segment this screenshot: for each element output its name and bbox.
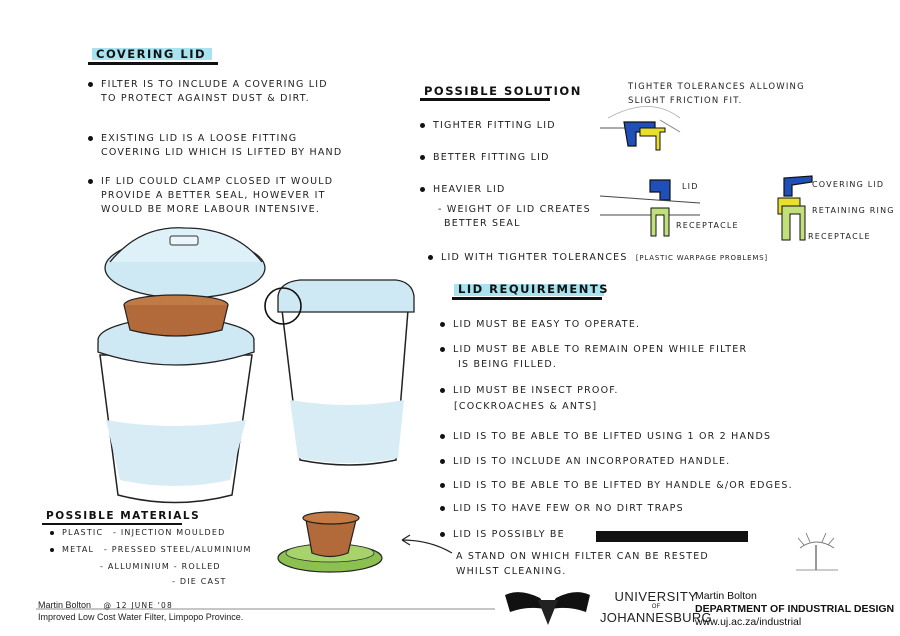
side-cup-sketch	[265, 280, 414, 465]
dept-url: www.uj.ac.za/industrial	[695, 616, 802, 628]
requirement-6: LID IS TO BE ABLE TO BE LIFTED BY HANDLE &/OR EDGES.	[440, 480, 793, 491]
requirement-1: LID MUST BE EASY TO OPERATE.	[440, 319, 640, 330]
solution-bullet-1: TIGHTER FITTING LID	[420, 120, 556, 131]
pointer-arrow	[402, 540, 452, 553]
possible-materials-heading: POSSIBLE MATERIALS	[46, 510, 201, 522]
material-row-4: - DIE CAST	[172, 577, 227, 586]
receptacle-label-1: RECEPTACLE	[676, 221, 739, 230]
footer-author-line	[38, 600, 173, 610]
uj-logo	[505, 592, 590, 625]
covering-lid-label: COVERING LID	[812, 180, 885, 189]
requirement-4: LID IS TO BE ABLE TO BE LIFTED USING 1 OR 2 HANDS	[440, 431, 771, 442]
tolerance-note: TIGHTER TOLERANCES ALLOWING SLIGHT FRICTION FIT.	[628, 82, 805, 106]
university-of: OF	[651, 604, 661, 610]
university-line1: UNIVERSITY	[614, 589, 698, 604]
dept-person: Martin Bolton	[695, 590, 757, 602]
department-block	[695, 590, 894, 629]
floating-lid-sketch	[105, 228, 265, 298]
footer-author: Martin Bolton	[38, 600, 92, 610]
covering-lid-heading: COVERING LID	[96, 47, 207, 61]
footer-project: Improved Low Cost Water Filter, Limpopo Province.	[38, 612, 244, 622]
requirement-9: A STAND ON WHICH FILTER CAN BE RESTED WHILST CLEANING.	[456, 551, 709, 577]
lid-requirements-heading: LID REQUIREMENTS	[458, 282, 610, 296]
lid-label: LID	[682, 182, 699, 191]
footer-date: @ 12 JUNE '08	[103, 601, 173, 610]
material-row-2: METAL - PRESSED STEEL/ALUMINIUM	[50, 545, 252, 554]
requirement-2: LID MUST BE ABLE TO REMAIN OPEN WHILE FILTER IS BEING FILLED.	[440, 342, 747, 372]
possible-solution-heading: POSSIBLE SOLUTION	[424, 84, 582, 98]
solution-bullet-2: BETTER FITTING LID	[420, 152, 550, 163]
material-row-3: - ALLUMINIUM - ROLLED	[100, 562, 221, 571]
solution-sub-note: - WEIGHT OF LID CREATES BETTER SEAL	[438, 204, 591, 229]
cup-with-insert-sketch	[98, 295, 254, 503]
covering-lid-bullet-1: FILTER IS TO INCLUDE A COVERING LID TO PROTECT AGAINST DUST & DIRT.	[88, 78, 328, 106]
material-row-1: PLASTIC - INJECTION MOULDED	[50, 528, 226, 537]
covering-lid-bullet-2: EXISTING LID IS A LOOSE FITTING COVERING LID WHICH IS LIFTED BY HAND	[88, 132, 342, 160]
university-line2: JOHANNESBURG	[600, 610, 712, 625]
solution-bullet-3: HEAVIER LID	[420, 184, 506, 195]
receptacle-label-2: RECEPTACLE	[808, 232, 871, 241]
retaining-ring-label: RETAINING RING	[812, 206, 895, 215]
dept-name: DEPARTMENT OF INDUSTRIAL DESIGN	[695, 603, 895, 615]
requirement-3: LID MUST BE INSECT PROOF. [COCKROACHES & ANTS]	[440, 383, 619, 415]
requirement-5: LID IS TO INCLUDE AN INCORPORATED HANDLE.	[440, 456, 730, 467]
pot-on-stand-sketch	[278, 512, 382, 572]
tree-logo	[796, 533, 838, 570]
covering-lid-bullet-3: IF LID COULD CLAMP CLOSED IT WOULD PROVIDE A BETTER SEAL, HOWEVER IT WOULD BE MORE LABOUR INTENSIVE.	[88, 175, 333, 217]
requirement-7: LID IS TO HAVE FEW OR NO DIRT TRAPS	[440, 503, 684, 514]
solution-tolerance-line: LID WITH TIGHTER TOLERANCES [PLASTIC WARPAGE PROBLEMS]	[428, 252, 768, 263]
requirement-8: LID IS POSSIBLY BE	[440, 529, 565, 540]
